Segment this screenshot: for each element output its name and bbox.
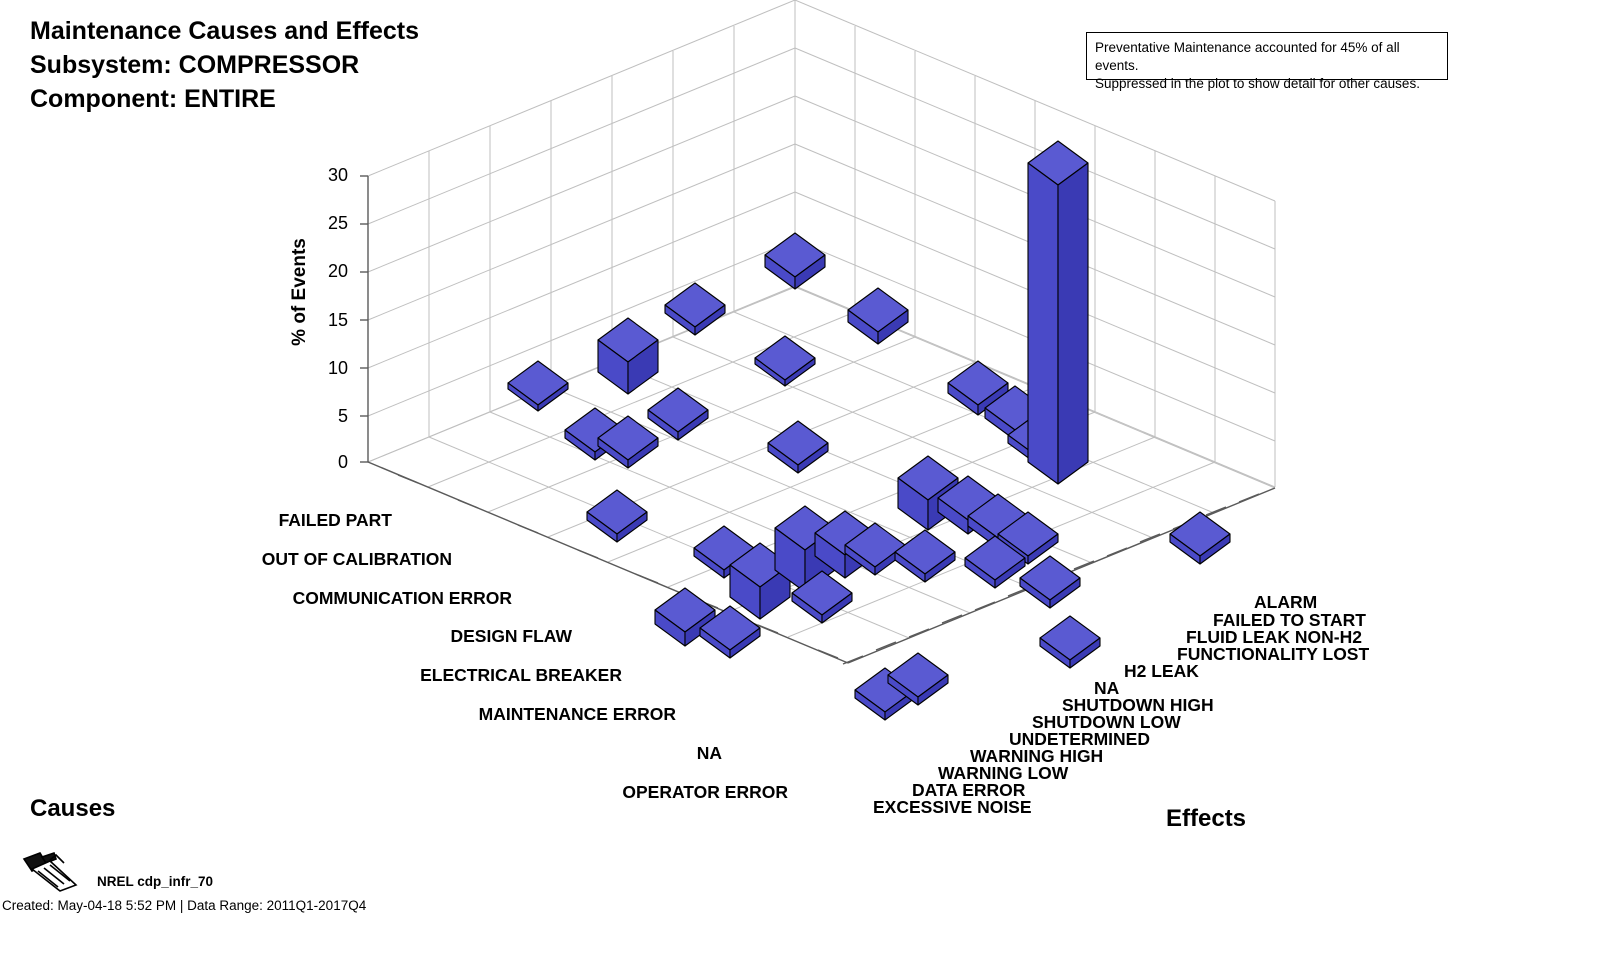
z-tick-marks — [360, 176, 368, 462]
effect-label-alarm: ALARM — [1254, 592, 1318, 612]
bar-failedpart-warninglow — [508, 361, 568, 411]
bar-communicationerror-alarm — [587, 490, 647, 542]
z-tick-25: 25 — [327, 213, 348, 233]
bar-failedpart-fluidleaknonh2 — [665, 283, 725, 335]
bar-outofcalibration-alarm — [648, 388, 708, 440]
z-tick-10: 10 — [327, 358, 348, 378]
causes-axis-caption: Causes — [30, 795, 116, 822]
title-component: Component: ENTIRE — [30, 85, 276, 113]
footer-nrel-id: NREL cdp_infr_70 — [97, 874, 214, 889]
note-line-2: Suppressed in the plot to show detail for other causes. — [1095, 76, 1420, 91]
cause-label-out-of-calibration: OUT OF CALIBRATION — [261, 549, 452, 569]
effect-label-failed-to-start: FAILED TO START — [1213, 610, 1366, 630]
bar-electricalbreaker-undetermined — [895, 530, 955, 582]
bar-electricalbreaker-dataerror — [1170, 512, 1230, 564]
z-tick-5: 5 — [337, 406, 348, 426]
bar-outofcalibration-undetermined — [768, 421, 828, 473]
cause-label-design-flaw: DESIGN FLAW — [450, 626, 572, 646]
bar-failedpart-h2leak — [755, 336, 815, 386]
effect-label-shutdown-low: SHUTDOWN LOW — [1032, 712, 1181, 732]
bar-failedpart-functionalitylost — [598, 318, 658, 394]
effect-label-warning-high: WARNING HIGH — [970, 746, 1104, 766]
bar-failedpart-alarm — [848, 288, 908, 344]
effect-label-h2-leak: H2 LEAK — [1124, 661, 1199, 681]
effect-label-undetermined: UNDETERMINED — [1009, 729, 1150, 749]
nrel-logo-icon — [20, 845, 100, 895]
effect-label-na: NA — [1094, 678, 1120, 698]
z-tick-20: 20 — [327, 261, 348, 281]
cause-label-na: NA — [696, 743, 722, 763]
cause-label-electrical-breaker: ELECTRICAL BREAKER — [420, 665, 622, 685]
effect-label-fluid-leak-non-h2: FLUID LEAK NON-H2 — [1186, 627, 1362, 647]
cause-label-communication-error: COMMUNICATION ERROR — [292, 588, 512, 608]
bar-na-excessivenoise — [1040, 616, 1100, 668]
effects-axis-caption: Effects — [1166, 805, 1247, 832]
bars-group — [508, 141, 1230, 720]
z-axis-label: % of Events — [289, 238, 310, 346]
effect-label-functionality-lost: FUNCTIONALITY LOST — [1177, 644, 1370, 664]
z-tick-15: 15 — [327, 310, 348, 330]
bar-failedpart-failedtostart — [765, 233, 825, 289]
effect-label-warning-low: WARNING LOW — [938, 763, 1069, 783]
cause-label-failed-part: FAILED PART — [278, 510, 392, 530]
effect-label-shutdown-high: SHUTDOWN HIGH — [1062, 695, 1214, 715]
cause-label-operator-error: OPERATOR ERROR — [622, 782, 788, 802]
note-line-1: Preventative Maintenance accounted for 45% of all events. — [1095, 40, 1400, 73]
z-tick-30: 30 — [327, 165, 348, 185]
title-main: Maintenance Causes and Effects — [30, 17, 420, 45]
z-tick-0: 0 — [337, 452, 348, 472]
effect-label-excessive-noise: EXCESSIVE NOISE — [873, 797, 1032, 817]
footer-created: Created: May-04-18 5:52 PM | Data Range: 2011Q1-2017Q4 — [2, 898, 367, 913]
effect-label-data-error: DATA ERROR — [912, 780, 1026, 800]
title-subsystem: Subsystem: COMPRESSOR — [30, 51, 360, 79]
bar-designflaw-alarm-tall — [1028, 141, 1088, 484]
cause-label-maintenance-error: MAINTENANCE ERROR — [478, 704, 676, 724]
